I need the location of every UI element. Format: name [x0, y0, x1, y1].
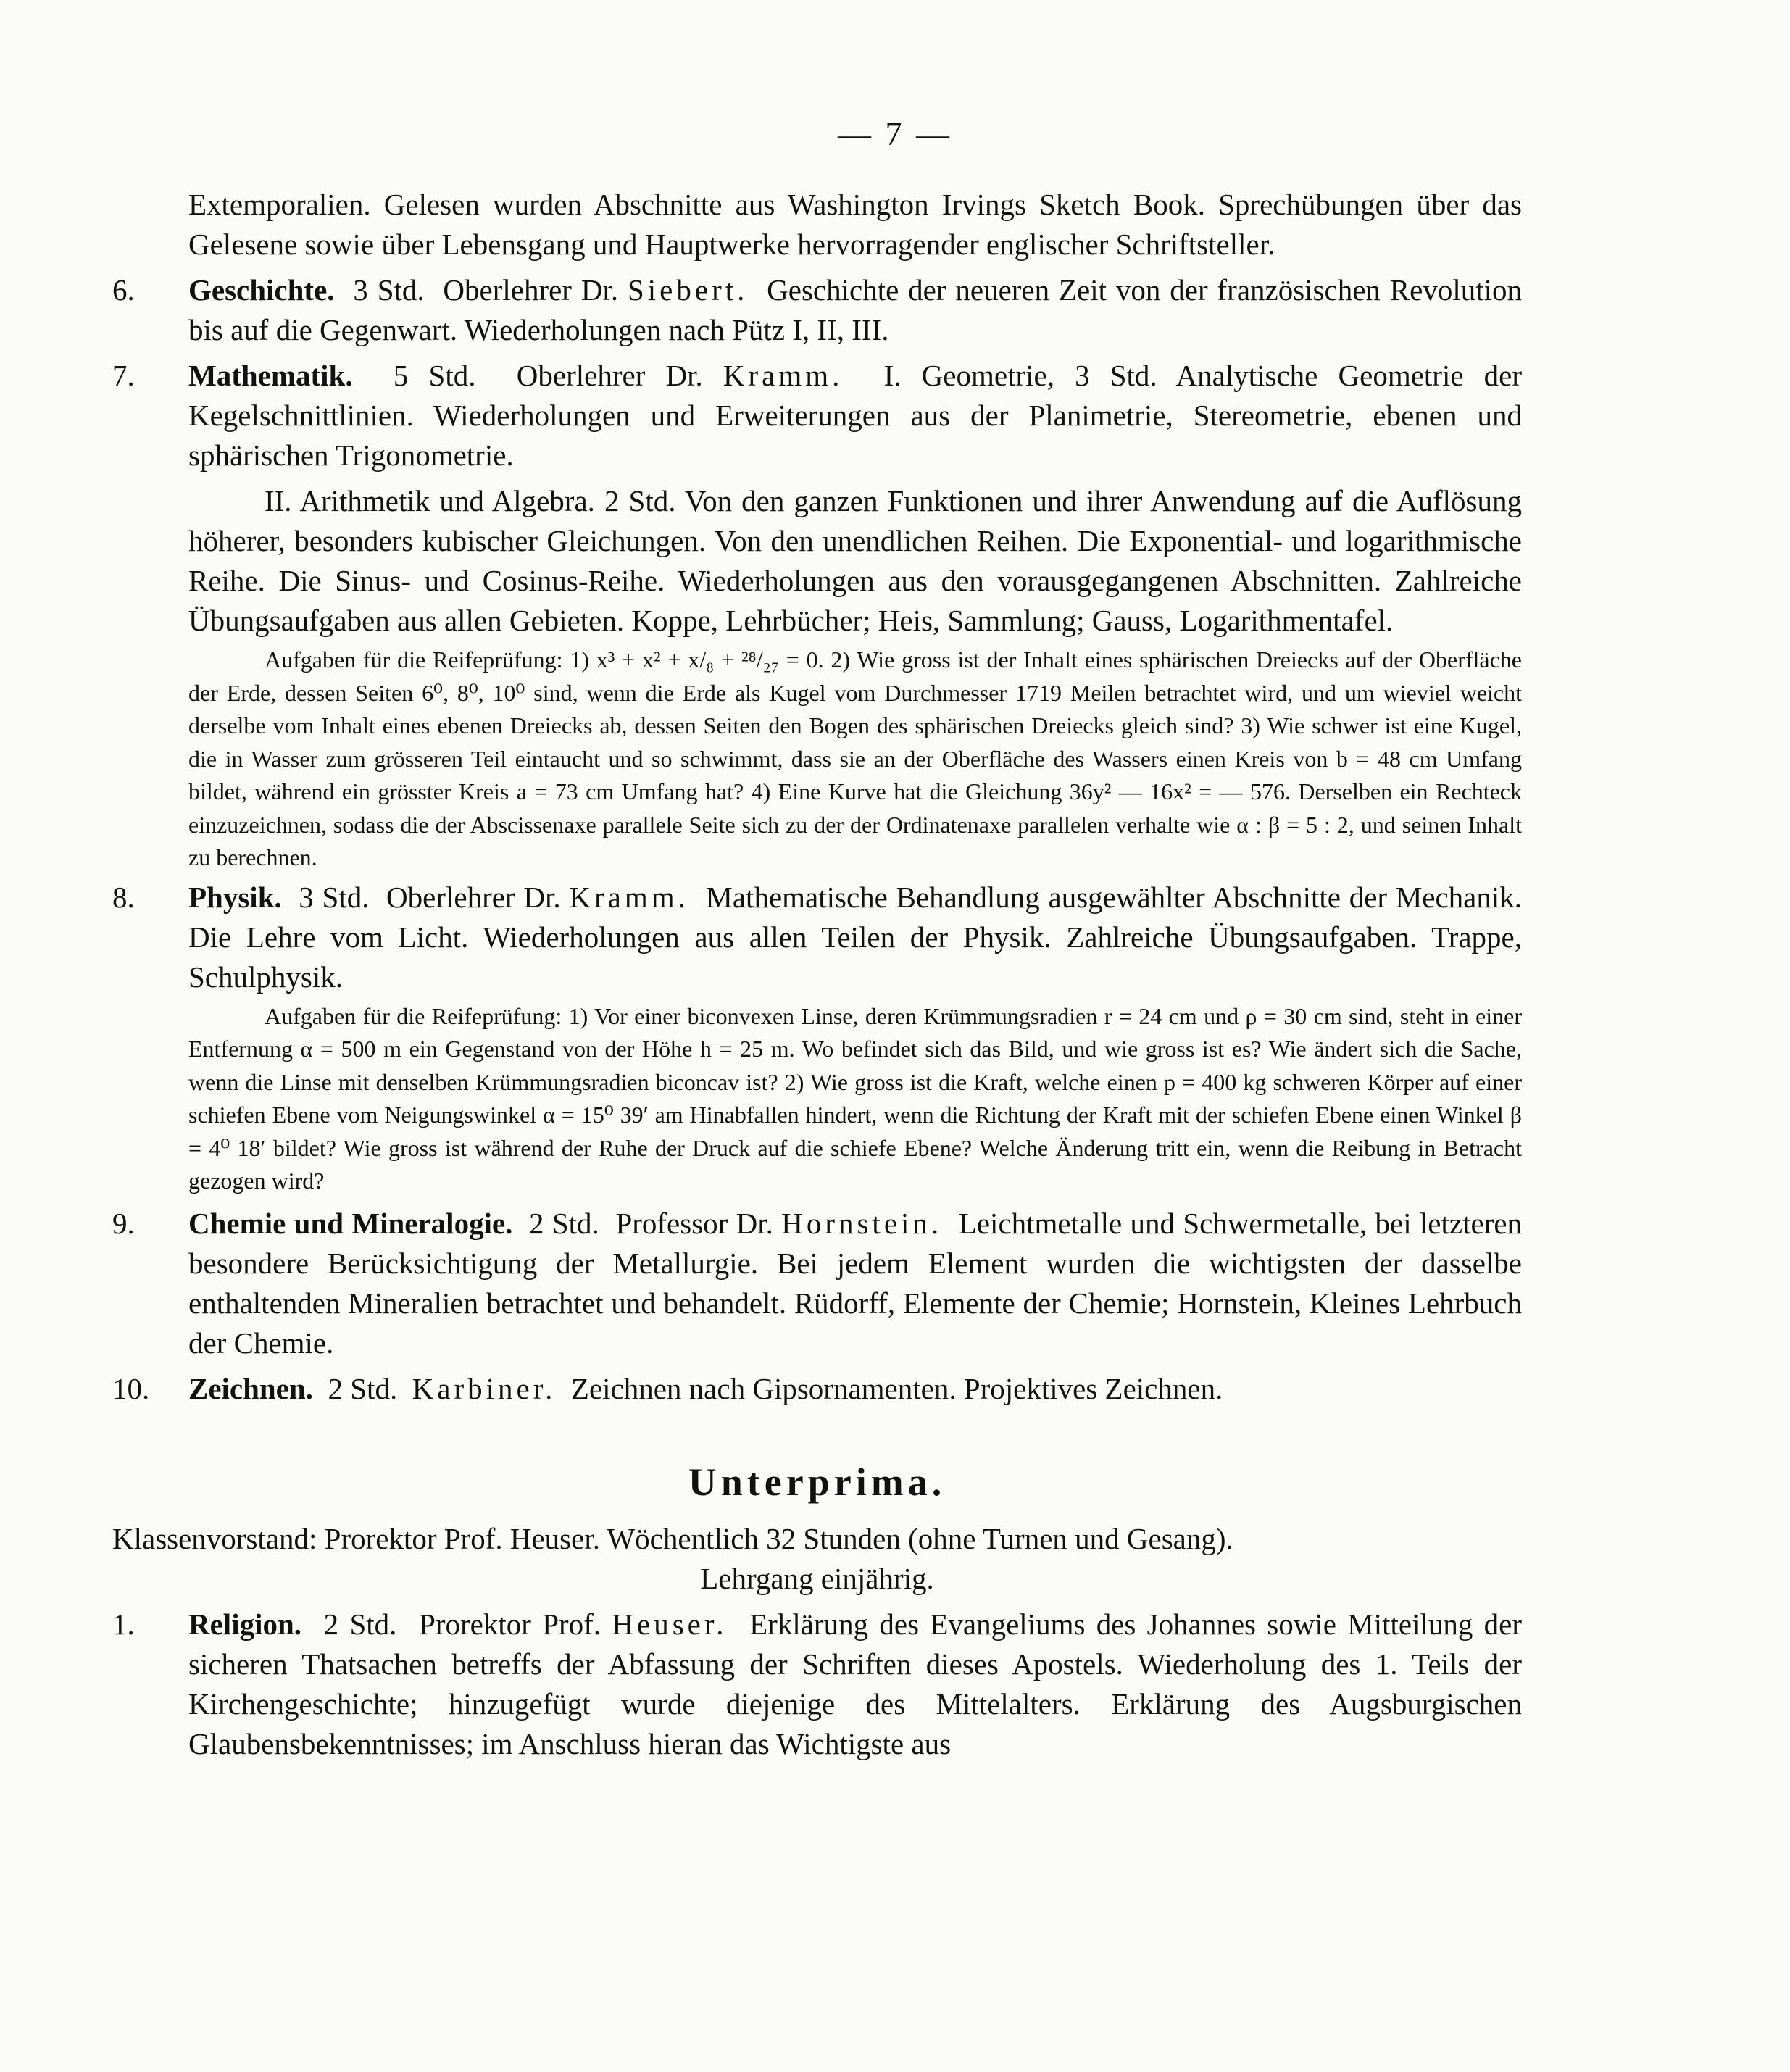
hours: 5 Std.	[393, 359, 476, 392]
exam-tasks-text: Aufgaben für die Reifeprüfung: 1) x³ + x² + x/₈ + ²⁸/₂₇ = 0. 2) Wie gross ist der Inhalt eines sphärischen Dreiecks auf der Oberfläche der Erde, dessen Seiten 6⁰, 8⁰, 10⁰ sind, wenn die Erde als Kugel vom Durchmesser 1719 Meilen betrachtet wird, und um wieviel weicht derselbe vom Inhalt eines ebenen Dreiecks ab, dessen Seiten den Bogen des sphärischen Dreiecks gleich sind? 3) Wie schwer ist eine Kugel, die in Wasser zum grösseren Teil eintaucht und so schwimmt, dass sie an der Oberfläche des Wassers einen Kreis von b = 48 cm Umfang bildet, während ein grösster Kreis a = 73 cm Umfang hat? 4) Eine Kurve hat die Gleichung 36y² — 16x² = — 576. Derselben ein Rechteck einzuzeichnen, sodass die der Abscissenaxe parallele Seite sich zu der der Ordinatenaxe parallelen verhalte wie α : β = 5 : 2, und seinen Inhalt zu berechnen.	[188, 646, 1522, 870]
subject-text: Geschichte der neueren Zeit von der französischen Revolution bis auf die Gegenwart. Wiederholungen nach Pütz I, II, III.	[188, 273, 1523, 346]
klassenvorstand-line: Klassenvorstand: Prorektor Prof. Heuser. Wöchentlich 32 Stunden (ohne Turnen und Gesang).	[112, 1521, 1233, 1555]
teacher-prefix: Prorektor Prof.	[419, 1607, 601, 1641]
teacher-name: Siebert.	[627, 273, 749, 307]
teacher-prefix: Professor Dr.	[615, 1206, 773, 1240]
page-content	[112, 185, 1522, 1764]
subject-zeichnen	[112, 1369, 1522, 1409]
subject-title: Religion.	[188, 1607, 302, 1641]
mathematik-exam-tasks	[112, 644, 1522, 875]
subject-title: Zeichnen.	[188, 1371, 313, 1405]
section-heading: Unterprima.	[688, 1460, 946, 1504]
intro-paragraph: Extemporalien. Gelesen wurden Abschnitte aus Washington Irvings Sketch Book. Sprechübungen über das Gelesene sowie über Lebensgang und Hauptwerke hervorragender englischer Schriftsteller.	[188, 188, 1522, 261]
lehrgang-line: Lehrgang einjährig.	[700, 1561, 934, 1595]
subject-mathematik	[112, 356, 1522, 475]
hours: 2 Std.	[529, 1206, 599, 1240]
physik-exam-tasks	[112, 1000, 1522, 1198]
item-number: 7.	[112, 359, 135, 392]
item-number: 9.	[112, 1206, 135, 1240]
hours: 2 Std.	[323, 1607, 397, 1641]
hours: 2 Std.	[328, 1371, 398, 1405]
teacher-prefix: Oberlehrer Dr.	[386, 880, 561, 914]
subject-text: Leichtmetalle und Schwermetalle, bei letzteren besondere Berücksichtigung der Metallurgie. Bei jedem Element wurden die wichtigsten der dasselbe enthaltenden Mineralien betrachtet und behandelt. Rüdorff, Elemente der Chemie; Hornstein, Kleines Lehrbuch der Chemie.	[188, 1206, 1523, 1360]
teacher-prefix: Oberlehrer Dr.	[516, 359, 703, 392]
subject-text: I. Geometrie, 3 Std. Analytische Geometrie der Kegelschnittlinien. Wiederholungen und Erweiterungen aus der Planimetrie, Stereometrie, ebenen und sphärischen Trigonometrie.	[188, 359, 1523, 472]
teacher-name: Kramm.	[569, 880, 689, 914]
page-number: — 7 —	[838, 115, 952, 152]
subject-text: Erklärung des Evangeliums des Johannes sowie Mitteilung der sicheren Thatsachen betreffs der Abfassung der Schriften dieses Apostels. Wiederholung des 1. Teils der Kirchengeschichte; hinzugefügt wurde diejenige des Mittelalters. Erklärung des Augsburgischen Glaubensbekenntnisses; im Anschluss hieran das Wichtigste aus	[188, 1607, 1523, 1760]
subject-text: Mathematische Behandlung ausgewählter Abschnitte der Mechanik. Die Lehre vom Licht. Wiederholungen aus allen Teilen der Physik. Zahlreiche Übungsaufgaben. Trappe, Schulphysik.	[188, 880, 1523, 994]
subject-physik	[112, 878, 1522, 997]
subject-religion	[112, 1605, 1522, 1764]
teacher-name: Hornstein.	[781, 1206, 943, 1240]
item-number: 1.	[112, 1607, 135, 1641]
teacher-prefix: Oberlehrer Dr.	[443, 273, 619, 307]
item-number: 6.	[112, 273, 135, 307]
exam-tasks-text: Aufgaben für die Reifeprüfung: 1) Vor einer biconvexen Linse, deren Krümmungsradien r = 24 cm und ρ = 30 cm sind, steht in einer Entfernung α = 500 m ein Gegenstand von der Höhe h = 25 m. Wo befindet sich das Bild, und wie gross ist es? Wie ändert sich die Sache, wenn die Linse mit denselben Krümmungsradien biconcav ist? 2) Wie gross ist die Kraft, welche einen p = 400 kg schweren Körper auf einer schiefen Ebene vom Neigungswinkel α = 15⁰ 39′ am Hinabfallen hindert, wenn die Richtung der Kraft mit der schiefen Ebene einen Winkel β = 4⁰ 18′ bildet? Wie gross ist während der Ruhe der Druck auf die schiefe Ebene? Welche Änderung tritt ein, wenn die Reibung in Betracht gezogen wird?	[188, 1002, 1522, 1194]
subject-title: Geschichte.	[188, 273, 335, 307]
teacher-name: Kramm.	[723, 359, 844, 392]
subject-title: Mathematik.	[188, 359, 353, 392]
item-number: 10.	[112, 1371, 150, 1405]
hours: 3 Std.	[299, 880, 370, 914]
item-number: 8.	[112, 880, 135, 914]
subject-title: Chemie und Mineralogie.	[188, 1206, 513, 1240]
subject-chemie	[112, 1204, 1522, 1363]
teacher-name: Karbiner.	[412, 1371, 557, 1405]
subject-text: Zeichnen nach Gipsornamenten. Projektives Zeichnen.	[570, 1371, 1223, 1405]
hours: 3 Std.	[353, 273, 425, 307]
teacher-name: Heuser.	[612, 1607, 728, 1641]
subject-geschichte	[112, 270, 1522, 350]
subject-title: Physik.	[188, 880, 282, 914]
mathematik-part-two: II. Arithmetik und Algebra. 2 Std. Von den ganzen Funktionen und ihrer Anwendung auf die Auflösung höherer, besonders kubischer Gleichungen. Von den unendlichen Reihen. Die Exponential- und logarithmische Reihe. Die Sinus- und Cosinus-Reihe. Wiederholungen aus den vorausgegangenen Abschnitten. Zahlreiche Übungsaufgaben aus allen Gebieten. Koppe, Lehrbücher; Heis, Sammlung; Gauss, Logarithmentafel.	[188, 484, 1522, 637]
